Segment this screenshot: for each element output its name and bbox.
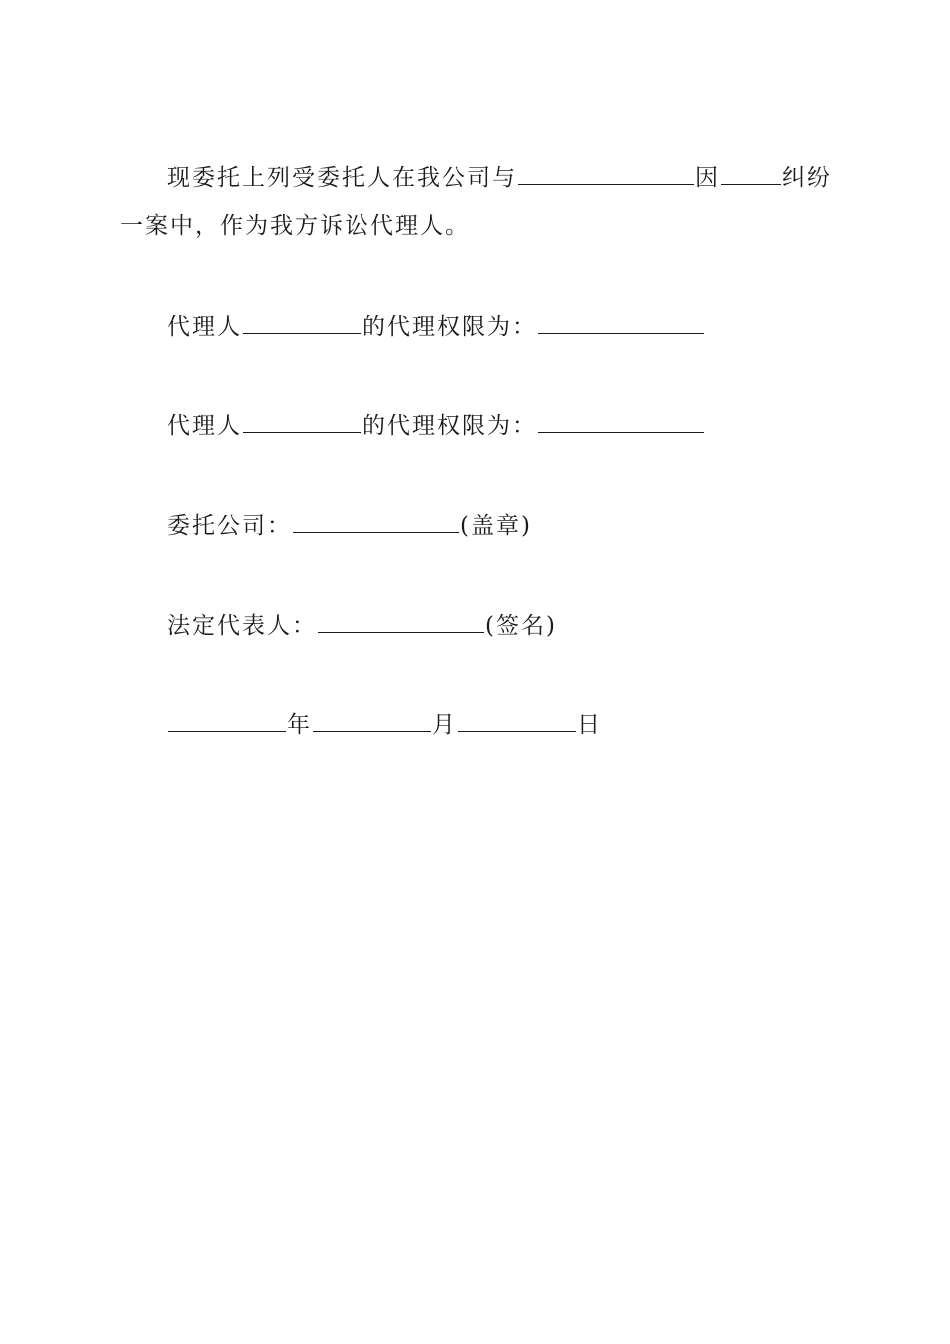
month-blank[interactable] bbox=[313, 709, 431, 732]
agent1-line bbox=[167, 311, 705, 342]
entrust-text-part2: 因 bbox=[695, 165, 720, 191]
date-line bbox=[167, 709, 602, 740]
company-line bbox=[167, 510, 532, 541]
agent1-middle: 的代理权限为： bbox=[362, 314, 537, 340]
agent1-prefix: 代理人 bbox=[167, 314, 242, 340]
company-name-blank[interactable] bbox=[293, 510, 459, 533]
entrust-text-part3: 纠纷 bbox=[782, 165, 832, 191]
day-blank[interactable] bbox=[458, 709, 576, 732]
opposing-party-blank[interactable] bbox=[518, 162, 694, 185]
year-label: 年 bbox=[287, 712, 312, 738]
year-blank[interactable] bbox=[168, 709, 286, 732]
dispute-cause-blank[interactable] bbox=[721, 162, 781, 185]
paragraph-entrust-line2 bbox=[120, 211, 470, 241]
company-label: 委托公司： bbox=[167, 513, 292, 539]
legal-rep-sign-note: (签名) bbox=[485, 613, 557, 639]
agent1-name-blank[interactable] bbox=[243, 311, 361, 334]
legal-rep-label: 法定代表人： bbox=[167, 613, 317, 639]
agent2-prefix: 代理人 bbox=[167, 413, 242, 439]
month-label: 月 bbox=[432, 712, 457, 738]
day-label: 日 bbox=[577, 712, 602, 738]
legal-rep-line bbox=[167, 610, 557, 641]
paragraph-entrust-line1 bbox=[167, 162, 832, 193]
agent2-authority-blank[interactable] bbox=[538, 410, 704, 433]
agent2-middle: 的代理权限为： bbox=[362, 413, 537, 439]
company-seal-note: (盖章) bbox=[460, 513, 532, 539]
entrust-text-line2: 一案中，作为我方诉讼代理人。 bbox=[120, 213, 470, 239]
agent2-name-blank[interactable] bbox=[243, 410, 361, 433]
agent1-authority-blank[interactable] bbox=[538, 311, 704, 334]
legal-rep-blank[interactable] bbox=[318, 610, 484, 633]
agent2-line bbox=[167, 410, 705, 441]
entrust-text-part1: 现委托上列受委托人在我公司与 bbox=[167, 165, 517, 191]
